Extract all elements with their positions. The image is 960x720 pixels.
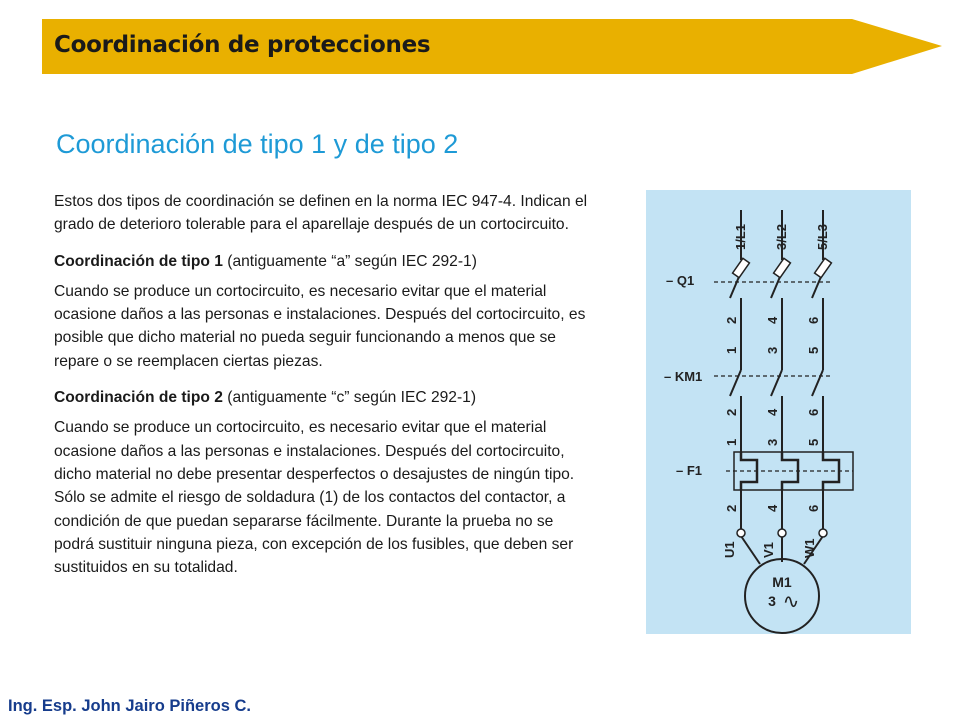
phase-label-l3: 5/L3 — [815, 223, 830, 250]
motor-label: M1 — [772, 574, 792, 590]
circuit-diagram — [646, 190, 911, 634]
type1-heading — [54, 250, 594, 273]
type2-heading — [54, 386, 594, 409]
type1-paragraph: Cuando se produce un cortocircuito, es necesario evitar que el material ocasione daños a las personas e instalaciones. Después del cortocircuito, es posible que dicho material no pueda seguir funcionando a menos que se repare o se reemplacen ciertas piezas. — [54, 282, 586, 370]
terminal-w1: W1 — [802, 538, 817, 558]
q1-terminal-2: 2 — [724, 316, 739, 324]
phase-label-l1: 1/L1 — [733, 223, 748, 250]
circuit-diagram-panel — [646, 190, 911, 634]
km1-terminal-5: 5 — [806, 346, 821, 354]
f1-terminal-3: 3 — [765, 438, 780, 446]
type1-heading-bold: Coordinación de tipo 1 — [54, 252, 223, 270]
q1-label: – Q1 — [666, 273, 695, 288]
f1-terminal-1: 1 — [724, 438, 739, 446]
motor-phase-count: 3 — [768, 593, 776, 609]
km1-label: – KM1 — [664, 369, 703, 384]
type1-heading-rest: (antiguamente “a” según IEC 292-1) — [222, 252, 477, 270]
km1-terminal-4: 4 — [765, 408, 780, 416]
page-title: Coordinación de protecciones — [54, 32, 431, 58]
f1-terminal-6: 6 — [806, 504, 821, 512]
q1-terminal-4: 4 — [765, 316, 780, 324]
km1-terminal-2: 2 — [724, 408, 739, 416]
type2-heading-rest: (antiguamente “c” según IEC 292-1) — [222, 389, 477, 407]
phase-label-l2: 3/L2 — [774, 223, 789, 250]
type2-heading-bold: Coordinación de tipo 2 — [54, 389, 223, 407]
section-subtitle: Coordinación de tipo 1 y de tipo 2 — [56, 129, 459, 159]
author-footer: Ing. Esp. John Jairo Piñeros C. — [8, 697, 251, 715]
f1-terminal-5: 5 — [806, 438, 821, 446]
f1-label: – F1 — [676, 463, 703, 478]
ac-symbol-icon: ∿ — [782, 591, 800, 613]
body-text — [54, 190, 594, 592]
km1-terminal-1: 1 — [724, 346, 739, 354]
terminal-u1: U1 — [722, 541, 737, 558]
title-banner — [42, 19, 942, 74]
km1-terminal-6: 6 — [806, 408, 821, 416]
f1-terminal-4: 4 — [765, 504, 780, 512]
f1-terminal-2: 2 — [724, 504, 739, 512]
q1-terminal-6: 6 — [806, 316, 821, 324]
type2-paragraph: Cuando se produce un cortocircuito, es necesario evitar que el material ocasione daños a las personas e instalaciones. Después del cortocircuito, dicho material no debe presentar desperfectos o desajustes de ningún tipo. Sólo se admite el riesgo de soldadura (1) de los contactos del contactor, a condición de que puedan separarse fácilmente. Durante la prueba no se podrá sustituir ninguna pieza, con excepción de los fusibles, que deben ser sustituidos en su totalidad. — [54, 419, 575, 577]
intro-paragraph: Estos dos tipos de coordinación se definen en la norma IEC 947-4. Indican el grado de deterioro tolerable para el aparellaje después de un cortocircuito. — [54, 193, 588, 234]
km1-terminal-3: 3 — [765, 346, 780, 354]
terminal-v1: V1 — [761, 542, 776, 558]
